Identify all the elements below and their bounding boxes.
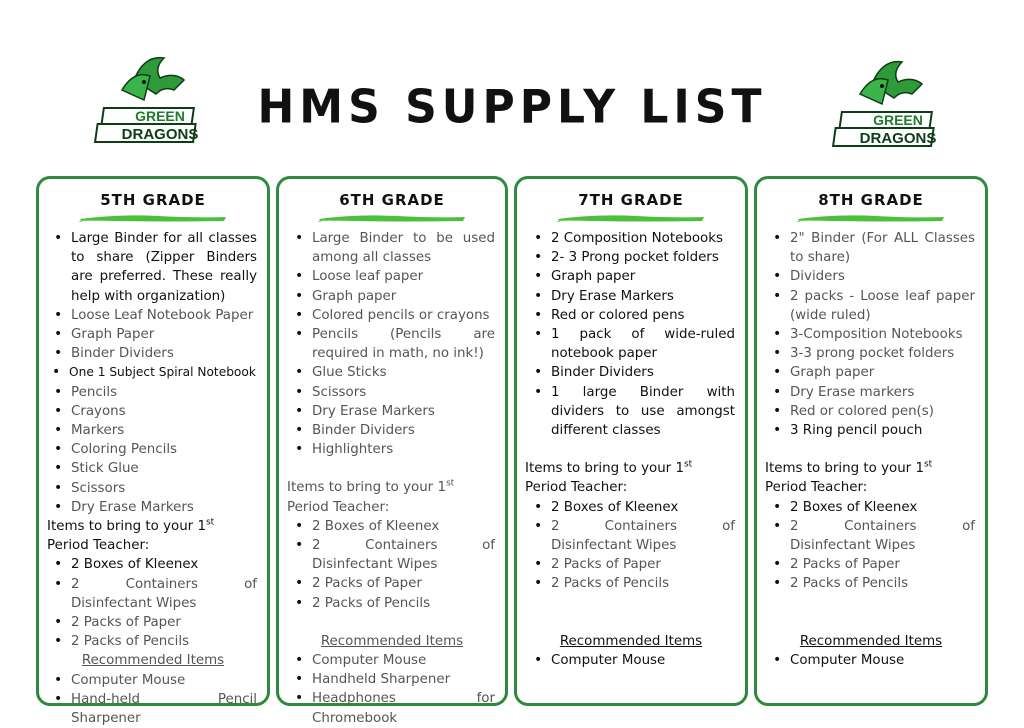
list-item: • 2 Packs of Pencils — [71, 632, 257, 651]
list-item: • Computer Mouse — [71, 671, 257, 690]
list-item: • Stick Glue — [71, 459, 257, 478]
list-item: • 2 Packs of Pencils — [312, 594, 495, 613]
list-item: • Headphones for Chromebook — [312, 689, 495, 727]
bring-heading: Items to bring to your 1st Period Teacher: — [525, 459, 693, 496]
brush-stroke-divider — [78, 213, 228, 223]
list-item: • 2 Boxes of Kleenex — [790, 498, 975, 517]
list-item: • 3 Ring pencil pouch — [790, 421, 975, 440]
list-item: • 2 Boxes of Kleenex — [551, 498, 735, 517]
list-item: • Red or colored pens — [551, 306, 735, 325]
list-item: • 2 Containers of Disinfectant Wipes — [790, 517, 975, 555]
list-item: • 2 Containers of Disinfectant Wipes — [551, 517, 735, 555]
list-item: • Graph paper — [551, 267, 735, 286]
green-dragons-logo-left — [104, 50, 208, 154]
list-item: • Computer Mouse — [312, 651, 495, 670]
list-item: • Scissors — [71, 479, 257, 498]
list-item: • Dry Erase Markers — [551, 287, 735, 306]
list-item: • Dry Erase Markers — [71, 498, 257, 517]
list-item: • 2 Packs of Paper — [312, 574, 495, 593]
list-item: • 1 large Binder with dividers to use amongst different classes — [551, 383, 735, 441]
list-item: • Loose leaf paper — [312, 267, 495, 286]
card-heading: 8TH GRADE — [818, 191, 924, 209]
list-item: • 2 packs - Loose leaf paper (wide ruled) — [790, 287, 975, 325]
brush-stroke-divider — [556, 213, 706, 223]
list-item: • Crayons — [71, 402, 257, 421]
list-item: • 3-3 prong pocket folders — [790, 344, 975, 363]
list-item: • 2 Packs of Paper — [71, 613, 257, 632]
recommended-heading: Recommended Items — [81, 653, 225, 669]
green-dragons-logo-right — [842, 54, 946, 158]
list-item: • Scissors — [312, 383, 495, 402]
brush-stroke-divider — [317, 213, 467, 223]
list-item: • Pencils — [71, 383, 257, 402]
list-item: • 2 Packs of Pencils — [790, 574, 975, 593]
list-item: • Coloring Pencils — [71, 440, 257, 459]
list-item: • 2 Boxes of Kleenex — [312, 517, 495, 536]
list-item: • 3-Composition Notebooks — [790, 325, 975, 344]
list-item: • Colored pencils or crayons — [312, 306, 495, 325]
brush-stroke-divider — [796, 213, 946, 223]
bring-heading: Items to bring to your 1st Period Teacher: — [47, 517, 215, 554]
recommended-heading: Recommended Items — [320, 633, 464, 649]
list-item: • Computer Mouse — [790, 651, 975, 670]
page-title: HMS SUPPLY LIST — [257, 80, 767, 135]
list-item: • Graph paper — [312, 287, 495, 306]
list-item: • Loose Leaf Notebook Paper — [71, 306, 257, 325]
card-8th-grade — [754, 176, 988, 706]
list-item: • Binder Dividers — [551, 363, 735, 382]
card-heading: 5TH GRADE — [100, 191, 206, 209]
card-6th-grade — [276, 176, 508, 726]
list-item: • Red or colored pen(s) — [790, 402, 975, 421]
list-item: • Dividers — [790, 267, 975, 286]
list-item: • Binder Dividers — [71, 344, 257, 363]
card-heading: 7TH GRADE — [578, 191, 684, 209]
list-item: • Large Binder to be used among all classes — [312, 229, 495, 267]
list-item: • 2" Binder (For ALL Classes to share) — [790, 229, 975, 267]
list-item: • Dry Erase Markers — [312, 402, 495, 421]
list-item: • 2 Packs of Paper — [551, 555, 735, 574]
list-item: • Graph paper — [790, 363, 975, 382]
list-item: • Binder Dividers — [312, 421, 495, 440]
card-heading: 6TH GRADE — [339, 191, 445, 209]
list-item: • 2 Containers of Disinfectant Wipes — [312, 536, 495, 574]
card-5th-grade — [36, 176, 270, 727]
list-item: • 2 Packs of Paper — [790, 555, 975, 574]
logo-text-green: GREEN — [873, 112, 923, 128]
recommended-heading: Recommended Items — [799, 633, 943, 649]
card-7th-grade — [514, 176, 748, 706]
list-item: • Handheld Sharpener — [312, 670, 495, 689]
recommended-heading: Recommended Items — [559, 633, 703, 649]
list-item: • 2- 3 Prong pocket folders — [551, 248, 735, 267]
list-item: • 2 Packs of Pencils — [551, 574, 735, 593]
list-item: • Pencils (Pencils are required in math, no ink!) — [312, 325, 495, 363]
list-item: • Graph Paper — [71, 325, 257, 344]
list-item: • 1 pack of wide-ruled notebook paper — [551, 325, 735, 363]
logo-text-dragons: DRAGONS — [859, 130, 937, 147]
list-item: • Markers — [71, 421, 257, 440]
bring-heading: Items to bring to your 1st Period Teacher: — [765, 459, 933, 496]
list-item: • One 1 Subject Spiral Notebook — [69, 363, 257, 382]
logo-text-dragons: DRAGONS — [121, 126, 199, 143]
list-item: • Highlighters — [312, 440, 495, 459]
list-item: • Glue Sticks — [312, 363, 495, 382]
list-item: • 2 Composition Notebooks — [551, 229, 735, 248]
list-item: • Dry Erase markers — [790, 383, 975, 402]
bring-heading: Items to bring to your 1st Period Teacher: — [287, 478, 455, 515]
list-item: • 2 Boxes of Kleenex — [71, 555, 257, 574]
list-item: • Hand-held Pencil Sharpener — [71, 690, 257, 728]
logo-text-green: GREEN — [135, 108, 185, 124]
list-item: • Large Binder for all classes to share (Zipper Binders are preferred. These really help with organization) — [71, 229, 257, 306]
list-item: • 2 Containers of Disinfectant Wipes — [71, 575, 257, 613]
list-item: • Computer Mouse — [551, 651, 735, 670]
